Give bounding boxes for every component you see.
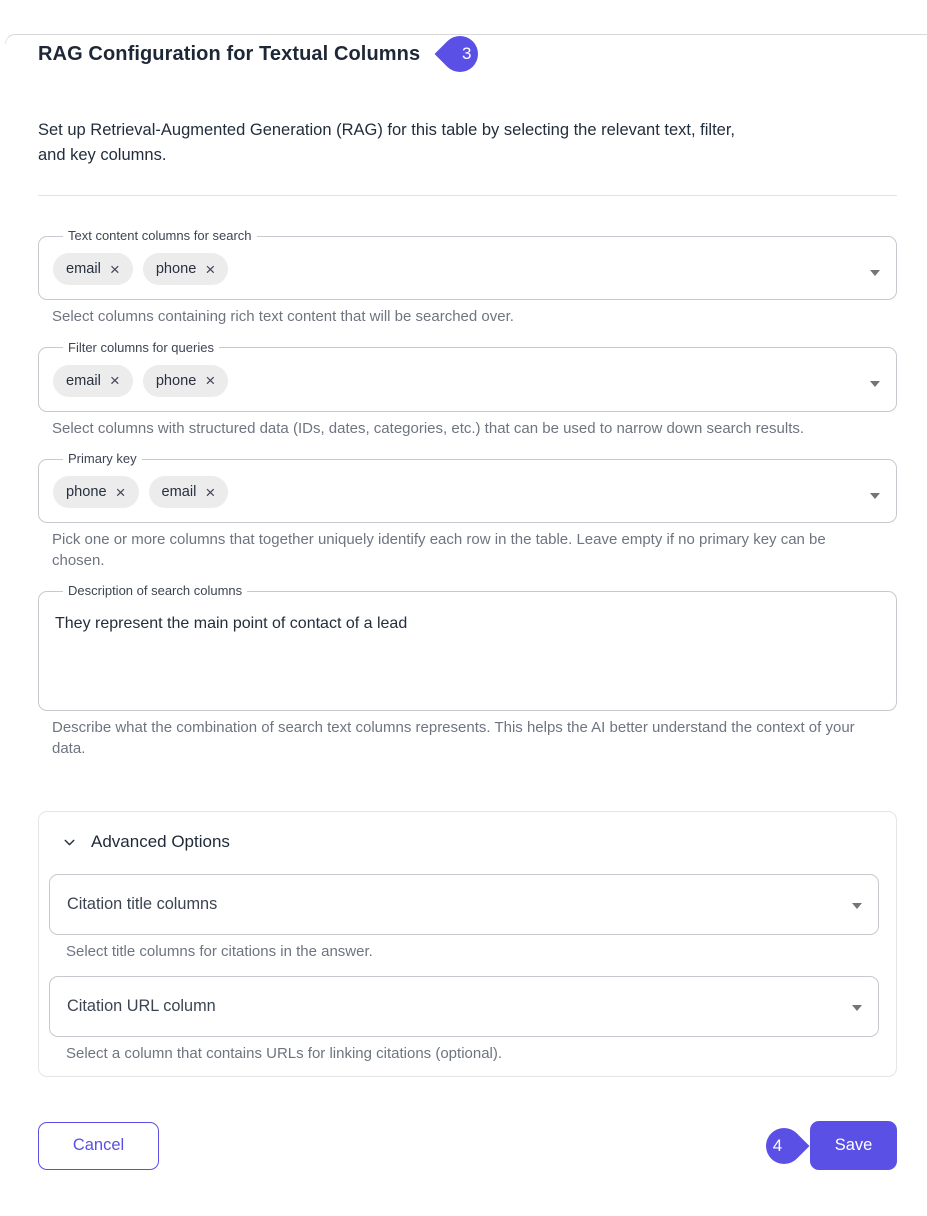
advanced-options-toggle[interactable] [61,832,879,852]
chip-remove-icon[interactable]: × [205,482,216,502]
dialog-footer [38,1121,897,1170]
filter-columns-helper: Select columns with structured data (IDs, dates, categories, etc.) that can be used to narrow down search results. [52,419,805,437]
chip-label: email [66,261,101,277]
page-title: RAG Configuration for Textual Columns [38,42,421,65]
primary-key-helper: Pick one or more columns that together uniquely identify each row in the table. Leave empty if no primary key can be chosen. [52,531,826,569]
annotation-number: 4 [772,1135,783,1155]
chevron-down-icon[interactable] [870,270,880,276]
chevron-down-icon[interactable] [870,381,880,387]
annotation-number: 3 [461,44,472,63]
filter-columns-label: Filter columns for queries [68,339,214,355]
chip-email[interactable] [149,476,229,508]
annotation-pin-3 [434,32,486,76]
primary-key-select[interactable] [38,451,897,523]
citation-title-label: Citation title columns [67,895,218,913]
chevron-down-icon[interactable] [852,1005,862,1011]
text-columns-chips [53,253,882,285]
cancel-button[interactable]: Cancel [38,1122,159,1170]
chip-label: phone [66,484,107,500]
chip-email[interactable] [53,365,133,397]
chip-phone[interactable] [53,476,139,508]
annotation-pin-4 [758,1124,810,1168]
dialog-description: Set up Retrieval-Augmented Generation (RAG) for this table by selecting the relevant text, filter, and key columns. [38,121,736,164]
advanced-options-panel [38,811,897,1077]
chip-label: email [66,372,101,389]
citation-url-label: Citation URL column [67,997,216,1015]
chip-remove-icon[interactable]: × [205,371,216,390]
rag-config-dialog [0,32,927,1200]
chip-email[interactable] [53,253,133,285]
divider [38,195,897,196]
chip-label: email [161,484,197,500]
chip-remove-icon[interactable]: × [109,371,120,390]
save-button[interactable]: Save [810,1121,897,1170]
chevron-down-icon[interactable] [852,903,862,909]
text-columns-label: Text content columns for search [68,228,252,243]
chip-remove-icon[interactable]: × [109,259,120,279]
description-value[interactable]: They represent the main point of contact of a lead [55,615,408,632]
chevron-down-icon [61,834,78,851]
citation-title-select[interactable] [49,874,879,935]
advanced-options-title: Advanced Options [91,832,230,851]
chevron-down-icon[interactable] [870,493,880,499]
primary-key-chips [53,476,882,508]
chip-remove-icon[interactable]: × [115,482,126,502]
chip-phone[interactable] [143,365,229,397]
description-textarea[interactable] [38,583,897,711]
filter-columns-select[interactable] [38,340,897,412]
chip-remove-icon[interactable]: × [205,259,216,279]
text-columns-select[interactable] [38,228,897,300]
citation-title-helper: Select title columns for citations in the answer. [66,943,373,960]
citation-url-helper: Select a column that contains URLs for linking citations (optional). [66,1045,503,1062]
primary-key-label: Primary key [68,451,137,466]
description-label: Description of search columns [68,583,243,598]
filter-columns-chips [53,365,882,397]
citation-url-select[interactable] [49,976,879,1037]
chip-label: phone [155,261,197,277]
chip-phone[interactable] [143,253,229,285]
chip-label: phone [155,372,197,389]
text-columns-helper: Select columns containing rich text content that will be searched over. [52,308,514,325]
description-helper: Describe what the combination of search text columns represents. This helps the AI better understand the context of your data. [52,719,855,757]
